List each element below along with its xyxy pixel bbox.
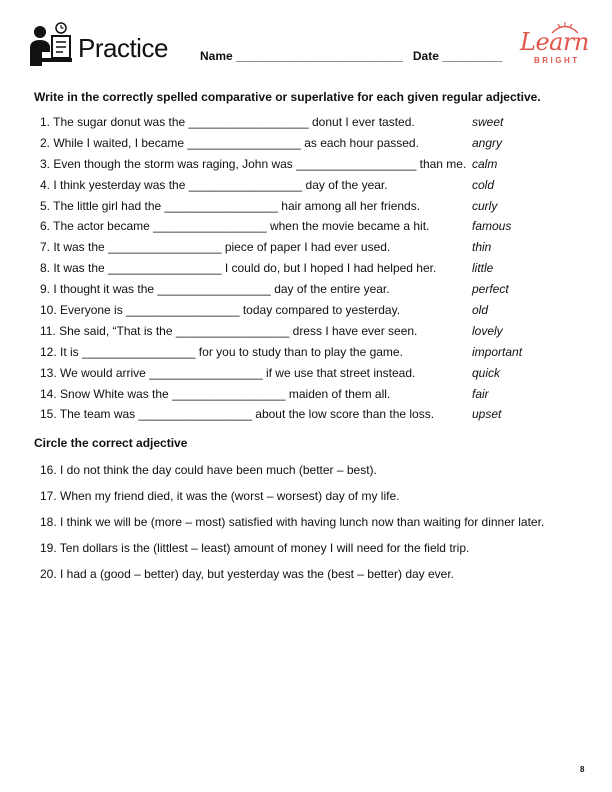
question-row xyxy=(40,260,560,281)
given-adjective: calm xyxy=(472,156,498,171)
name-date-field xyxy=(200,49,502,63)
given-adjective: old xyxy=(472,303,489,318)
question-text: 3. Even though the storm was raging, John was __________________ than me. xyxy=(40,156,467,171)
question-row xyxy=(40,114,560,135)
circle-list xyxy=(40,462,570,592)
question-text: 4. I think yesterday was the _________________ day of the year. xyxy=(40,177,388,192)
given-adjective: lovely xyxy=(472,323,503,338)
question-text: 2. While I waited, I became _________________ as each hour passed. xyxy=(40,135,419,150)
question-text: 1. The sugar donut was the __________________ donut I ever tasted. xyxy=(40,115,415,129)
page-number: 8 xyxy=(580,765,585,774)
question-text: 15. The team was _________________ about the low score than the loss. xyxy=(40,407,435,422)
given-adjective: cold xyxy=(472,177,495,192)
section1-instructions: Write in the correctly spelled comparative or superlative for each given regular adjective. xyxy=(34,90,541,104)
circle-item: 20. I had a (good – better) day, but yesterday was the (best – better) day ever. xyxy=(40,567,455,581)
question-list xyxy=(40,114,560,427)
question-row xyxy=(40,281,560,302)
given-adjective: perfect xyxy=(472,282,509,297)
page-title: Practice xyxy=(78,33,168,63)
given-adjective: important xyxy=(472,344,523,359)
learn-bright-logo xyxy=(520,28,592,68)
given-adjective: quick xyxy=(472,365,501,380)
circle-item: 16. I do not think the day could have been much (better – best). xyxy=(40,463,377,477)
question-text: 11. She said, “That is the _________________ dress I have ever seen. xyxy=(40,323,418,338)
question-row xyxy=(40,344,560,365)
question-row xyxy=(40,323,560,344)
question-row xyxy=(40,386,560,407)
circle-item: 18. I think we will be (more – most) satisfied with having lunch now than waiting for dinner later. xyxy=(40,515,545,529)
student-desk-icon xyxy=(28,22,74,70)
date-label: Date _________ xyxy=(412,49,503,63)
question-text: 13. We would arrive _________________ if we use that street instead. xyxy=(40,365,416,380)
question-text: 9. I thought it was the _________________ day of the entire year. xyxy=(40,282,390,297)
question-row xyxy=(40,198,560,219)
circle-item: 17. When my friend died, it was the (worst – worsest) day of my life. xyxy=(40,489,400,503)
question-row xyxy=(40,218,560,239)
question-row xyxy=(40,302,560,323)
question-row xyxy=(40,365,560,386)
question-row xyxy=(40,406,560,427)
name-label: Name _________________________ xyxy=(200,49,403,63)
question-text: 7. It was the _________________ piece of paper I had ever used. xyxy=(40,240,391,255)
logo-word: Learn xyxy=(520,28,589,56)
section2-heading: Circle the correct adjective xyxy=(34,436,188,450)
question-text: 6. The actor became _________________ when the movie became a hit. xyxy=(40,219,430,234)
question-text: 14. Snow White was the _________________ maiden of them all. xyxy=(40,386,391,401)
question-row xyxy=(40,135,560,156)
given-adjective: sweet xyxy=(472,115,504,129)
given-adjective: famous xyxy=(472,219,512,234)
question-text: 12. It is _________________ for you to study than to play the game. xyxy=(40,344,403,359)
circle-item: 19. Ten dollars is the (littlest – least) amount of money I will need for the field trip. xyxy=(40,541,470,555)
question-text: 10. Everyone is _________________ today compared to yesterday. xyxy=(40,303,401,318)
given-adjective: curly xyxy=(472,198,498,213)
given-adjective: angry xyxy=(472,135,503,150)
given-adjective: little xyxy=(472,261,494,276)
given-adjective: thin xyxy=(472,240,492,255)
question-row xyxy=(40,177,560,198)
given-adjective: upset xyxy=(472,407,502,422)
question-text: 5. The little girl had the _________________ hair among all her friends. xyxy=(40,198,421,213)
question-text: 8. It was the _________________ I could do, but I hoped I had helped her. xyxy=(40,261,437,276)
question-row xyxy=(40,156,560,177)
question-row xyxy=(40,239,560,260)
given-adjective: fair xyxy=(472,386,489,401)
logo-sub: BRIGHT xyxy=(534,56,580,65)
